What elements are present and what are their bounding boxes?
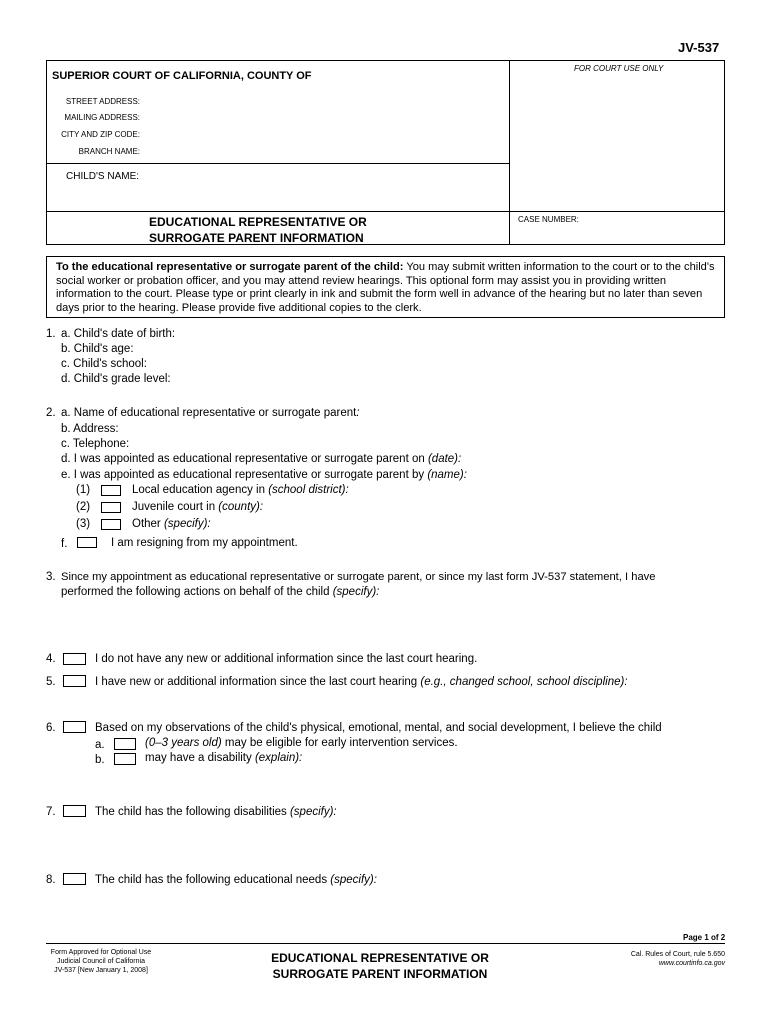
caption-box (46, 60, 725, 245)
item2-e2-checkbox[interactable] (101, 502, 121, 513)
street-address-label: STREET ADDRESS: (65, 97, 140, 106)
court-title: SUPERIOR COURT OF CALIFORNIA, COUNTY OF (52, 70, 312, 82)
item7-checkbox[interactable] (63, 805, 86, 817)
item6-checkbox[interactable] (63, 721, 86, 733)
item2-e2-number: (2) (76, 501, 91, 513)
item3-number: 3. (46, 571, 56, 583)
item4-text: I do not have any new or additional information since the last court hearing. (95, 653, 478, 665)
item5-checkbox[interactable] (63, 675, 86, 687)
item2-f: I am resigning from my appointment. (111, 537, 298, 549)
item6-a: (0–3 years old) may be eligible for early intervention services. (145, 737, 458, 749)
item5-number: 5. (46, 676, 56, 688)
item1-a: a. Child's date of birth: (61, 328, 176, 340)
item3-line2: performed the following actions on behalf of the child (specify): (61, 586, 380, 598)
item2-f-checkbox[interactable] (77, 537, 97, 548)
item8-number: 8. (46, 874, 56, 886)
item1-c: c. Child's school: (61, 358, 147, 370)
item2-number: 2. (46, 407, 56, 419)
footer-title: EDUCATIONAL REPRESENTATIVE OR SURROGATE PARENT INFORMATION (271, 951, 489, 981)
item4-checkbox[interactable] (63, 653, 86, 665)
item7-text: The child has the following disabilities (specify): (95, 806, 337, 818)
childs-name-label: CHILD'S NAME: (66, 171, 140, 182)
item6-b-number: b. (95, 754, 105, 766)
item3-line1: Since my appointment as educational representative or surrogate parent, or since my last form JV-537 statement, I have (61, 571, 656, 583)
item1-d: d. Child's grade level: (61, 373, 171, 385)
item5-text: I have new or additional information since the last court hearing (e.g., changed school, school discipline): (95, 676, 628, 688)
item2-e: e. I was appointed as educational representative or surrogate parent by (name): (61, 469, 467, 481)
item6-a-checkbox[interactable] (114, 738, 136, 750)
notice-lead: To the educational representative or surrogate parent of the child: (56, 261, 404, 273)
item6-b: may have a disability (explain): (145, 752, 303, 764)
item7-number: 7. (46, 806, 56, 818)
item6-a-number: a. (95, 739, 105, 751)
item8-checkbox[interactable] (63, 873, 86, 885)
item2-e3-number: (3) (76, 518, 91, 530)
item4-number: 4. (46, 653, 56, 665)
notice-box (46, 256, 725, 318)
branch-name-label: BRANCH NAME: (78, 147, 140, 156)
form-title-line2: SURROGATE PARENT INFORMATION (149, 231, 364, 245)
footer-rule (46, 943, 725, 944)
item1-b: b. Child's age: (61, 343, 134, 355)
item2-f-number: f. (61, 538, 68, 550)
item6-text: Based on my observations of the child's physical, emotional, mental, and social development, I believe the child (95, 722, 662, 734)
city-zip-label: CITY AND ZIP CODE: (61, 130, 140, 139)
footer-left: Form Approved for Optional Use Judicial Council of California JV-537 [New January 1, 2008] (50, 949, 152, 974)
item2-c: c. Telephone: (61, 438, 130, 450)
item2-e1-checkbox[interactable] (101, 485, 121, 496)
item2-a: a. Name of educational representative or surrogate parent: (61, 407, 360, 419)
case-number-label: CASE NUMBER: (518, 215, 579, 224)
caption-rule-1 (46, 163, 509, 164)
form-title-line1: EDUCATIONAL REPRESENTATIVE OR (149, 215, 367, 229)
footer-right: Cal. Rules of Court, rule 5.650 www.courtinfo.ca.gov (630, 951, 725, 967)
caption-divider (509, 60, 510, 245)
notice-text: You may submit written information to the court or to the child's social worker or probation officer, and you may attend review hearings. This optional form may assist you in providing written information to the court. Please type or print clearly in ink and submit the form well in advance of the hearing but no later than seven days prior to the hearing. Please provide five additional copies to the clerk. (56, 261, 715, 314)
item1-number: 1. (46, 328, 56, 340)
caption-rule-2 (46, 211, 725, 212)
item2-e3: Other (specify): (132, 518, 211, 530)
form-number: JV-537 (678, 40, 720, 55)
item6-b-checkbox[interactable] (114, 753, 136, 765)
page-number: Page 1 of 2 (683, 933, 726, 942)
item2-e1: Local education agency in (school district): (132, 484, 349, 496)
item8-text: The child has the following educational needs (specify): (95, 874, 377, 886)
item2-b: b. Address: (61, 423, 119, 435)
court-use-label: FOR COURT USE ONLY (574, 64, 664, 73)
mailing-address-label: MAILING ADDRESS: (64, 113, 140, 122)
item2-e3-checkbox[interactable] (101, 519, 121, 530)
item6-number: 6. (46, 722, 56, 734)
item2-e2: Juvenile court in (county): (132, 501, 264, 513)
item2-d: d. I was appointed as educational representative or surrogate parent on (date): (61, 453, 462, 465)
item2-e1-number: (1) (76, 484, 91, 496)
